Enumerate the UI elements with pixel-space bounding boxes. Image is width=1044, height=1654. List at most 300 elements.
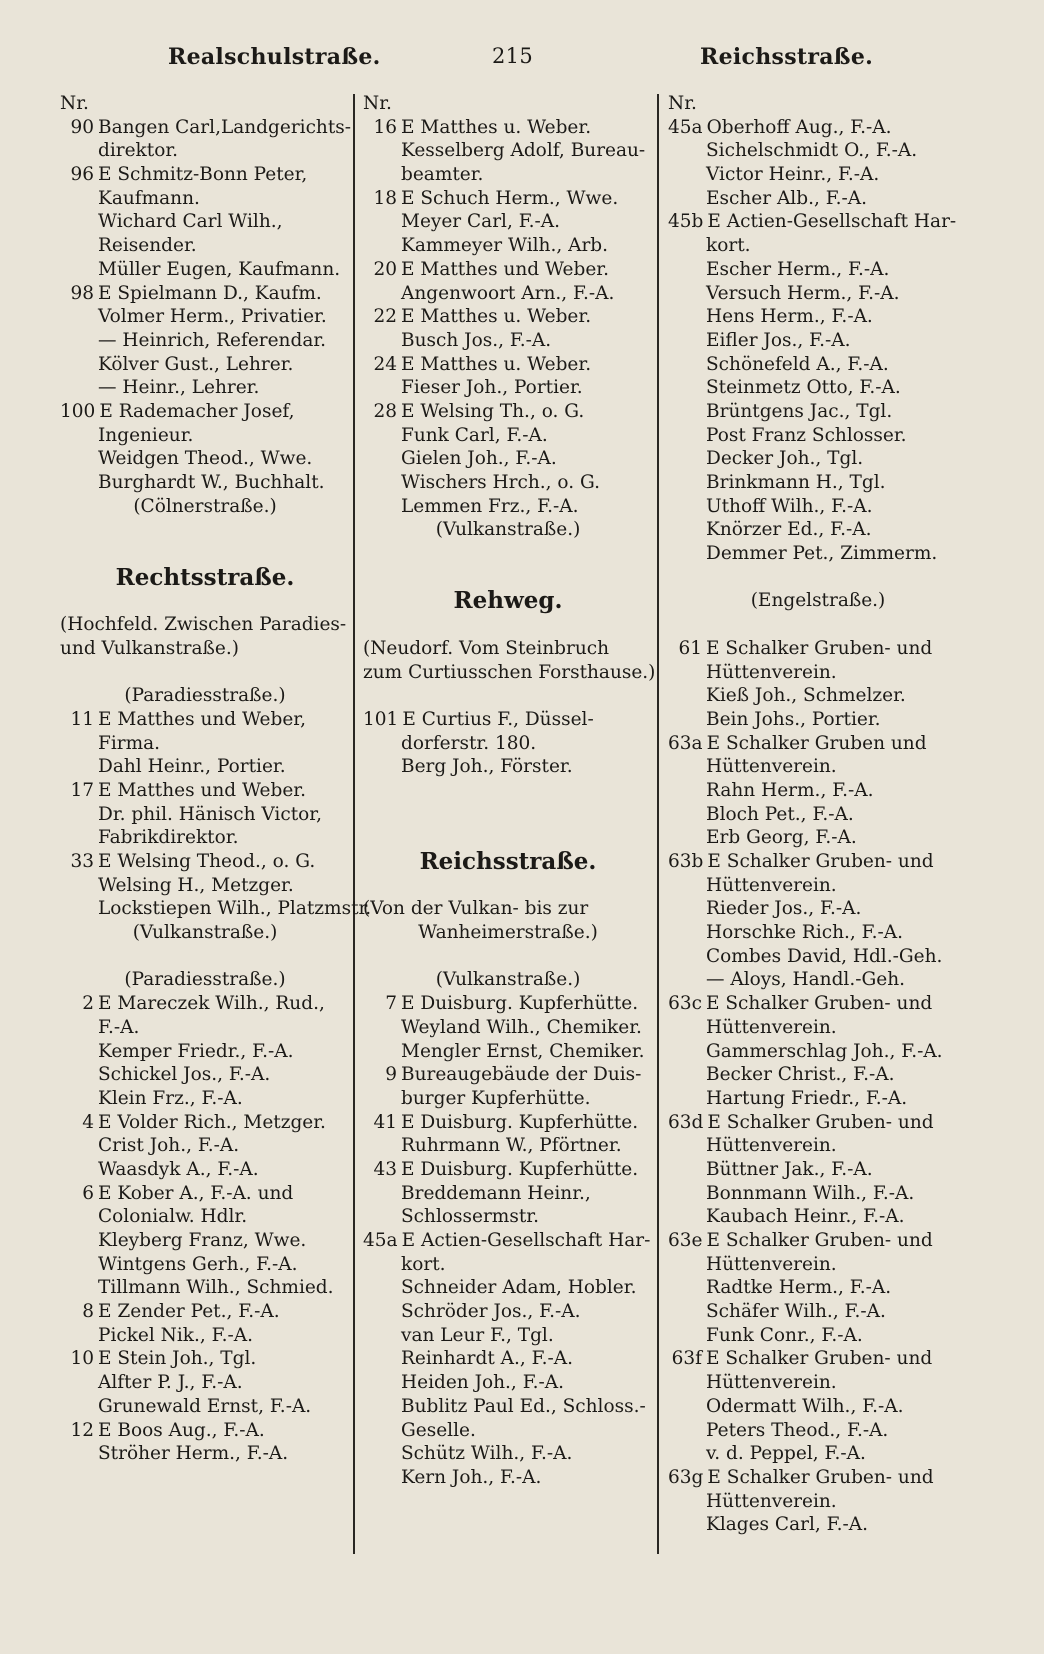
entry-text: E Volder Rich., Metzger.	[98, 1111, 326, 1133]
entry-line	[363, 755, 653, 779]
spacer	[60, 945, 350, 969]
entry-line	[668, 803, 968, 827]
entry-text: Rahn Herm., F.-A.	[706, 779, 874, 801]
entry-text: E Schalker Gruben- und	[707, 851, 934, 872]
entry-line	[363, 1419, 653, 1443]
entry-line	[60, 1347, 350, 1371]
entry-text: (Engelstraße.)	[750, 590, 886, 612]
entry-line	[363, 116, 653, 140]
entry-text: E Rademacher Josef,	[99, 400, 295, 422]
entry-line	[363, 1442, 653, 1466]
entry-text: zum Curtiusschen Forsthause.)	[363, 661, 656, 683]
entry-line	[60, 1300, 350, 1324]
entry-text: Weidgen Theod., Wwe.	[98, 448, 313, 470]
entry-text: Schickel Jos., F.-A.	[98, 1064, 271, 1086]
entry-text: kort.	[706, 235, 751, 257]
entry-text: E Schuch Herm., Wwe.	[401, 187, 619, 209]
entry-line	[60, 376, 350, 400]
entry-text: Busch Jos., F.-A.	[401, 329, 552, 351]
house-number: 101	[363, 708, 399, 730]
entry-line	[363, 1205, 653, 1229]
entry-line	[363, 1182, 653, 1206]
entry-line	[60, 210, 350, 234]
entry-text: Kammeyer Wilh., Arb.	[401, 235, 609, 257]
house-number: 90	[70, 116, 94, 138]
entry-line	[60, 1253, 350, 1277]
entry-text: dorferstr. 180.	[401, 732, 537, 754]
entry-line	[60, 424, 350, 448]
entry-text: Steinmetz Otto, F.-A.	[706, 377, 901, 399]
entry-text: E Matthes u. Weber.	[401, 353, 592, 375]
entry-line	[668, 1111, 968, 1135]
entry-text: (Hochfeld. Zwischen Paradies-	[60, 614, 347, 636]
spacer	[60, 518, 350, 542]
entry-text: Breddemann Heinr.,	[401, 1182, 591, 1204]
column-middle	[363, 92, 656, 1490]
house-number: 7	[385, 993, 397, 1015]
entry-line	[363, 1016, 653, 1040]
number-label	[363, 92, 653, 116]
entry-text: Bloch Pet., F.-A.	[706, 803, 854, 825]
entry-text: Kesselberg Adolf, Bureau-	[401, 140, 646, 162]
entry-text: Schönefeld A., F.-A.	[706, 353, 889, 375]
entry-text: Fieser Joh., Portier.	[401, 377, 583, 399]
entry-line	[60, 1395, 350, 1419]
entry-line	[668, 116, 968, 140]
entry-text: Ströher Herm., F.-A.	[98, 1443, 289, 1465]
entry-line	[668, 755, 968, 779]
entry-text: direktor.	[98, 140, 179, 162]
entry-text: Welsing H., Metzger.	[98, 874, 294, 896]
street-heading	[363, 589, 653, 613]
entry-text: — Heinrich, Referendar.	[98, 329, 327, 351]
entry-line	[60, 779, 350, 803]
entry-text: Hüttenverein.	[706, 1135, 837, 1157]
house-number: 96	[70, 164, 94, 186]
entry-line	[668, 471, 968, 495]
entry-line	[363, 897, 653, 921]
entry-text: van Leur F., Tgl.	[401, 1324, 554, 1346]
entry-line	[60, 613, 350, 637]
entry-text: E Duisburg. Kupferhütte.	[401, 993, 639, 1015]
spacer	[363, 613, 653, 637]
number-label	[60, 92, 350, 116]
entry-line	[363, 1395, 653, 1419]
spacer	[363, 945, 653, 969]
entry-text: Radtke Herm., F.-A.	[706, 1277, 892, 1299]
entry-line	[668, 1087, 968, 1111]
entry-text: E Matthes und Weber.	[401, 258, 609, 280]
entry-text: Erb Georg, F.-A.	[706, 827, 857, 849]
entry-text: Volmer Herm., Privatier.	[98, 306, 327, 328]
house-number: 43	[373, 1158, 397, 1180]
entry-text: Hüttenverein.	[706, 661, 837, 683]
entry-text: (Cölnerstraße.)	[133, 495, 277, 517]
entry-line	[60, 755, 350, 779]
entry-text: Alfter P. J., F.-A.	[98, 1372, 243, 1394]
entry-line	[363, 139, 653, 163]
entry-line	[60, 826, 350, 850]
entry-text: Funk Carl, F.-A.	[401, 424, 548, 446]
house-number: 63d	[668, 1111, 704, 1133]
entry-text: Bonnmann Wilh., F.-A.	[706, 1182, 915, 1204]
entry-text: Knörzer Ed., F.-A.	[706, 519, 872, 541]
house-number: 9	[385, 1064, 397, 1086]
entry-text: Schütz Wilh., F.-A.	[401, 1443, 573, 1465]
number-label	[668, 92, 968, 116]
entry-text: E Welsing Theod., o. G.	[98, 851, 316, 872]
house-number: 63e	[668, 1230, 703, 1251]
entry-text: (Paradiesstraße.)	[124, 969, 286, 991]
entry-text: Gammerschlag Joh., F.-A.	[706, 1040, 943, 1062]
entry-text: beamter.	[401, 164, 484, 186]
entry-line	[363, 447, 653, 471]
entry-line	[668, 1347, 968, 1371]
spacer	[363, 826, 653, 850]
entry-text: Hüttenverein.	[706, 1372, 837, 1394]
entry-line	[668, 187, 968, 211]
entry-line	[668, 874, 968, 898]
entry-line	[60, 282, 350, 306]
entry-text: Burghardt W., Buchhalt.	[98, 472, 325, 493]
page-number: 215	[492, 44, 533, 68]
entry-text: E Boos Aug., F.-A.	[98, 1419, 265, 1441]
entry-line	[668, 661, 968, 685]
column-divider	[657, 94, 659, 1554]
entry-line	[668, 968, 968, 992]
entry-text: Escher Herm., F.-A.	[706, 258, 890, 280]
spacer	[363, 874, 653, 898]
column-right	[668, 92, 968, 1537]
entry-line	[363, 1347, 653, 1371]
entry-text: Hartung Friedr., F.-A.	[706, 1087, 908, 1109]
entry-text: Demmer Pet., Zimmerm.	[706, 543, 938, 565]
entry-text: Wischers Hrch., o. G.	[401, 472, 601, 493]
entry-line	[60, 305, 350, 329]
cross-street-note	[363, 518, 653, 542]
entry-text: Rechtsstraße.	[115, 563, 295, 591]
entry-text: E Actien-Gesellschaft Har-	[401, 1230, 651, 1251]
entry-text: Hüttenverein.	[706, 756, 837, 778]
entry-text: E Duisburg. Kupferhütte.	[401, 1111, 639, 1133]
entry-text: Büttner Jak., F.-A.	[706, 1158, 873, 1180]
cross-street-note	[363, 968, 653, 992]
entry-text: Schlossermstr.	[401, 1206, 539, 1228]
spacer	[363, 542, 653, 566]
entry-line	[668, 518, 968, 542]
entry-line	[668, 1040, 968, 1064]
entry-text: Horschke Rich., F.-A.	[706, 922, 904, 944]
entry-text: E Stein Joh., Tgl.	[98, 1348, 257, 1370]
entry-text: Pickel Nik., F.-A.	[98, 1324, 253, 1346]
house-number: 63f	[671, 1348, 702, 1370]
cross-street-note	[60, 495, 350, 519]
entry-text: Kölver Gust., Lehrer.	[98, 353, 294, 375]
entry-line	[60, 1419, 350, 1443]
entry-text: — Heinr., Lehrer.	[98, 377, 260, 399]
entry-line	[363, 1040, 653, 1064]
entry-line	[668, 708, 968, 732]
entry-text: Firma.	[98, 732, 161, 754]
entry-line	[363, 210, 653, 234]
entry-line	[668, 945, 968, 969]
entry-text: E Welsing Th., o. G.	[401, 400, 585, 422]
house-number: 45a	[668, 116, 703, 138]
entry-line	[668, 1134, 968, 1158]
entry-text: E Zender Pet., F.-A.	[98, 1301, 280, 1323]
house-number: 41	[373, 1111, 397, 1133]
entry-line	[60, 732, 350, 756]
entry-text: Ruhrmann W., Pförtner.	[401, 1135, 622, 1157]
entry-line	[668, 1229, 968, 1253]
entry-line	[60, 1063, 350, 1087]
entry-line	[668, 826, 968, 850]
entry-text: Brinkmann H., Tgl.	[706, 472, 886, 493]
entry-line	[668, 850, 968, 874]
entry-text: Post Franz Schlosser.	[706, 424, 907, 446]
entry-text: Schröder Jos., F.-A.	[401, 1301, 581, 1323]
entry-line	[668, 1371, 968, 1395]
column-left	[60, 92, 372, 1466]
running-head-right: Reichsstraße.	[700, 44, 874, 70]
entry-line	[60, 637, 350, 661]
entry-text: Nr.	[668, 93, 697, 114]
entry-text: (Neudorf. Vom Steinbruch	[363, 637, 610, 659]
house-number: 8	[82, 1301, 94, 1323]
entry-text: Reisender.	[98, 235, 197, 257]
entry-text: E Spielmann D., Kaufm.	[98, 282, 322, 304]
entry-text: v. d. Peppel, F.-A.	[706, 1443, 866, 1465]
entry-text: F.-A.	[98, 1016, 140, 1038]
entry-text: E Schalker Gruben- und	[706, 1230, 933, 1251]
entry-text: E Schmitz-Bonn Peter,	[98, 164, 308, 186]
house-number: 33	[70, 851, 94, 872]
entry-line	[668, 305, 968, 329]
entry-line	[60, 1371, 350, 1395]
house-number: 12	[70, 1419, 94, 1441]
entry-line	[668, 732, 968, 756]
entry-text: und Vulkanstraße.)	[60, 637, 239, 659]
entry-text: Lemmen Frz., F.-A.	[401, 495, 579, 517]
entry-line	[668, 1276, 968, 1300]
entry-text: Combes David, Hdl.-Geh.	[706, 945, 943, 967]
entry-line	[363, 1371, 653, 1395]
entry-text: Sichelschmidt O., F.-A.	[706, 140, 918, 162]
entry-text: Reinhardt A., F.-A.	[401, 1348, 573, 1370]
entry-line	[60, 1182, 350, 1206]
entry-text: Colonialw. Hdlr.	[98, 1206, 248, 1228]
street-heading	[363, 850, 653, 874]
entry-line	[668, 1395, 968, 1419]
house-number: 18	[373, 187, 397, 209]
entry-text: E Schalker Gruben und	[706, 732, 927, 754]
entry-text: Kaubach Heinr., F.-A.	[706, 1206, 905, 1228]
entry-line	[668, 1158, 968, 1182]
entry-text: E Schalker Gruben- und	[707, 1466, 934, 1488]
entry-line	[60, 1442, 350, 1466]
entry-text: Kern Joh., F.-A.	[401, 1466, 542, 1488]
entry-line	[363, 1063, 653, 1087]
house-number: 10	[70, 1348, 94, 1370]
house-number: 24	[373, 353, 397, 375]
entry-line	[363, 637, 653, 661]
entry-text: Angenwoort Arn., F.-A.	[401, 282, 615, 304]
entry-text: Oberhoff Aug., F.-A.	[706, 116, 892, 138]
entry-text: (Vulkanstraße.)	[132, 922, 278, 944]
entry-text: Schäfer Wilh., F.-A.	[706, 1301, 886, 1323]
entry-line	[363, 187, 653, 211]
entry-line	[668, 1253, 968, 1277]
entry-line	[60, 1087, 350, 1111]
entry-line	[668, 1419, 968, 1443]
entry-text: Reichsstraße.	[419, 848, 597, 875]
entry-text: Müller Eugen, Kaufmann.	[98, 258, 341, 280]
entry-text: kort.	[401, 1253, 446, 1275]
entry-line	[363, 376, 653, 400]
entry-text: Geselle.	[401, 1419, 476, 1441]
entry-text: (Paradiesstraße.)	[124, 685, 286, 707]
entry-text: Hüttenverein.	[706, 1253, 837, 1275]
house-number: 20	[373, 258, 397, 280]
spacer	[60, 589, 350, 613]
entry-line	[668, 1300, 968, 1324]
entry-text: Meyer Carl, F.-A.	[401, 211, 561, 233]
entry-text: Ingenieur.	[98, 424, 194, 446]
entry-line	[60, 897, 372, 921]
entry-text: Odermatt Wilh., F.-A.	[706, 1395, 904, 1417]
entry-text: Funk Conr., F.-A.	[706, 1324, 863, 1346]
entry-line	[668, 1466, 968, 1490]
entry-text: Nr.	[60, 93, 89, 114]
house-number: 4	[82, 1111, 94, 1133]
entry-line	[363, 1300, 653, 1324]
entry-line	[60, 992, 350, 1016]
entry-line	[668, 1063, 968, 1087]
entry-text: Nr.	[363, 93, 392, 114]
entry-text: Peters Theod., F.-A.	[706, 1419, 889, 1441]
entry-text: Rieder Jos., F.-A.	[706, 898, 862, 920]
entry-line	[363, 234, 653, 258]
entry-text: E Kober A., F.-A. und	[98, 1182, 294, 1204]
entry-text: Brüntgens Jac., Tgl.	[706, 400, 893, 422]
house-number: 100	[60, 400, 96, 422]
entry-line	[60, 1016, 350, 1040]
entry-line	[668, 210, 968, 234]
entry-text: E Curtius F., Düssel-	[402, 708, 594, 730]
entry-text: Grunewald Ernst, F.-A.	[98, 1395, 312, 1417]
entry-line	[60, 471, 350, 495]
spacer	[60, 661, 350, 685]
entry-text: E Duisburg. Kupferhütte.	[401, 1158, 639, 1180]
entry-text: Berg Joh., Förster.	[401, 756, 573, 778]
entry-line	[363, 1087, 653, 1111]
entry-text: Lockstiepen Wilh., Platzmstr.	[98, 898, 372, 920]
spacer	[668, 613, 968, 637]
entry-text: burger Kupferhütte.	[401, 1087, 591, 1109]
entry-text: Gielen Joh., F.-A.	[401, 448, 557, 470]
entry-text: Becker Christ., F.-A.	[706, 1064, 895, 1086]
entry-line	[60, 1040, 350, 1064]
entry-text: Crist Joh., F.-A.	[98, 1135, 240, 1157]
entry-text: (Vulkanstraße.)	[435, 969, 581, 991]
entry-text: Hens Herm., F.-A.	[706, 306, 873, 328]
house-number: 45a	[363, 1230, 398, 1251]
entry-text: Mengler Ernst, Chemiker.	[401, 1040, 645, 1062]
entry-line	[668, 1490, 968, 1514]
cross-street-note	[60, 921, 350, 945]
entry-line	[363, 1111, 653, 1135]
entry-line	[60, 353, 350, 377]
house-number: 16	[373, 116, 397, 138]
entry-line	[60, 1134, 350, 1158]
entry-line	[668, 542, 968, 566]
entry-line	[60, 447, 350, 471]
entry-text: — Aloys, Handl.-Geh.	[706, 969, 905, 991]
entry-line	[363, 708, 653, 732]
entry-line	[668, 282, 968, 306]
entry-text: Bureaugebäude der Duis-	[401, 1064, 642, 1086]
entry-line	[363, 400, 653, 424]
cross-street-note	[668, 589, 968, 613]
entry-text: Versuch Herm., F.-A.	[706, 282, 900, 304]
entry-line	[363, 732, 653, 756]
entry-line	[60, 139, 350, 163]
entry-text: Hüttenverein.	[706, 1490, 837, 1512]
entry-line	[363, 1253, 653, 1277]
entry-line	[60, 1111, 350, 1135]
entry-line	[363, 305, 653, 329]
street-heading	[60, 563, 350, 591]
entry-text: Kleyberg Franz, Wwe.	[98, 1230, 307, 1251]
entry-text: E Matthes und Weber.	[98, 779, 306, 801]
entry-text: Victor Heinr., F.-A.	[706, 164, 880, 186]
entry-line	[363, 1466, 653, 1490]
entry-line	[60, 850, 350, 874]
entry-line	[60, 708, 350, 732]
entry-text: Waasdyk A., F.-A.	[98, 1158, 259, 1180]
entry-text: Wanheimerstraße.)	[418, 922, 598, 944]
entry-line	[363, 992, 653, 1016]
house-number: 98	[70, 282, 94, 304]
entry-text: E Schalker Gruben- und	[706, 1348, 933, 1370]
spacer	[363, 803, 653, 827]
entry-text: Klein Frz., F.-A.	[98, 1087, 243, 1109]
entry-text: E Matthes und Weber,	[98, 708, 306, 730]
house-number: 45b	[668, 211, 704, 233]
entry-line	[668, 1182, 968, 1206]
cross-street-note	[60, 684, 350, 708]
entry-text: Uthoff Wilh., F.-A.	[706, 495, 873, 517]
spacer	[60, 542, 350, 566]
entry-line	[363, 495, 653, 519]
running-head-left: Realschulstraße.	[168, 44, 381, 70]
entry-text: (Vulkanstraße.)	[435, 519, 581, 541]
entry-text: Kaufmann.	[98, 187, 200, 209]
house-number: 63g	[668, 1466, 704, 1488]
entry-line	[363, 1324, 653, 1348]
column-divider	[353, 94, 355, 1554]
entry-line	[668, 897, 968, 921]
entry-line	[668, 400, 968, 424]
entry-text: Wichard Carl Wilh.,	[98, 211, 283, 233]
entry-text: E Schalker Gruben- und	[706, 637, 933, 659]
entry-line	[60, 1229, 350, 1253]
entry-line	[60, 234, 350, 258]
cross-street-note	[60, 968, 350, 992]
entry-line	[668, 376, 968, 400]
entry-line	[668, 163, 968, 187]
entry-line	[668, 637, 968, 661]
